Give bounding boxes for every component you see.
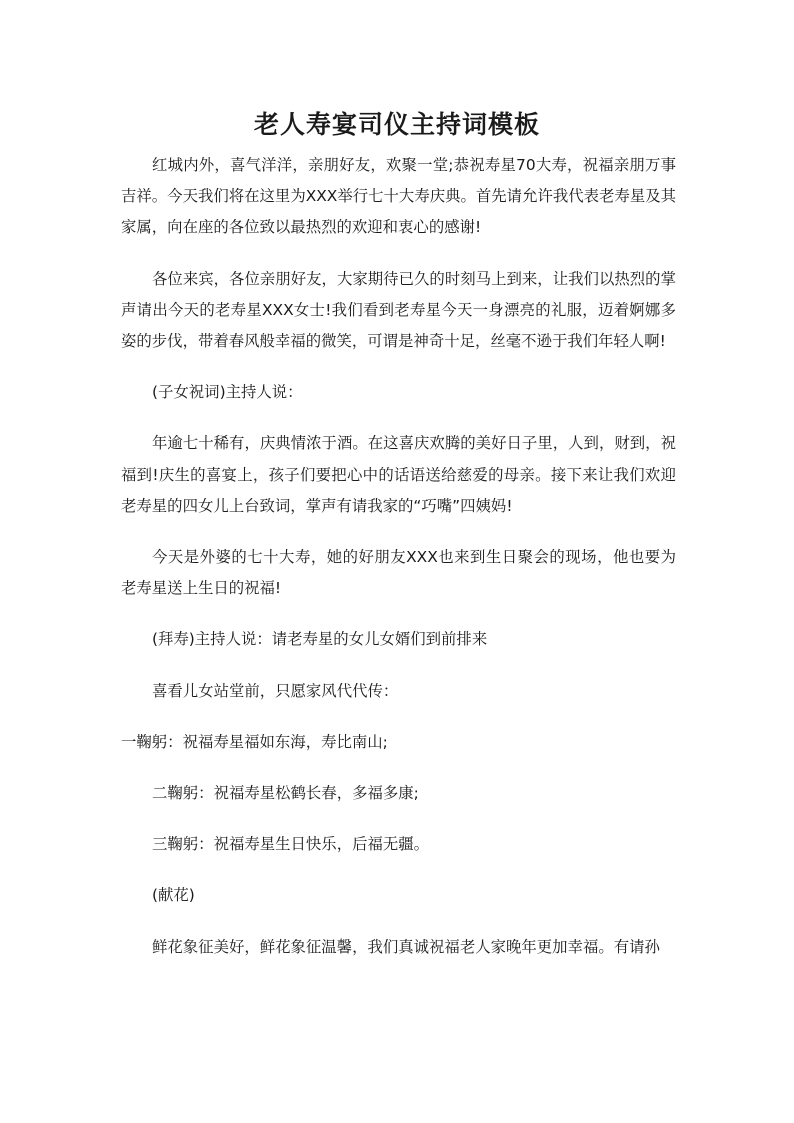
paragraph-opening: 红城内外，喜气洋洋，亲朋好友，欢聚一堂;恭祝寿星70大寿，祝福亲朋万事吉祥。今天我们将在这里为XXX举行七十大寿庆典。首先请允许我代表老寿星及其家属，向在座的各位致以最热烈的欢迎和衷心的感谢!	[121, 156, 676, 237]
paragraph-children-blessing: 年逾七十稀有，庆典情浓于酒。在这喜庆欢腾的美好日子里，人到，财到，祝福到!庆生的喜宴上，孩子们要把心中的话语送给慈爱的母亲。接下来让我们欢迎老寿星的四女儿上台致词，掌声有请我家的“巧嘴”四姨妈!	[121, 434, 676, 515]
paragraph-children-blessing-heading: (子女祝词)主持人说：	[152, 383, 303, 402]
document-body	[121, 150, 676, 983]
paragraph-flowers: 鲜花象征美好，鲜花象征温馨，我们真诚祝福老人家晚年更加幸福。有请孙	[152, 937, 660, 956]
paragraph-third-bow: 三鞠躬：祝福寿星生日快乐，后福无疆。	[152, 835, 430, 854]
paragraph-bow-heading: (拜寿)主持人说：请老寿星的女儿女婿们到前排来	[152, 630, 488, 649]
document-title: 老人寿宴司仪主持词模板	[253, 110, 540, 139]
paragraph-welcome: 各位来宾，各位亲朋好友，大家期待已久的时刻马上到来，让我们以热烈的掌声请出今天的老寿星XXX女士!我们看到老寿星今天一身漂亮的礼服，迈着婀娜多姿的步伐，带着春风般幸福的微笑，可谓是神奇十足，丝毫不逊于我们年轻人啊!	[121, 269, 676, 351]
paragraph-first-bow: 一鞠躬：祝福寿星福如东海，寿比南山;	[121, 732, 388, 751]
paragraph-flowers-heading: (献花)	[152, 886, 195, 905]
paragraph-second-bow: 二鞠躬：祝福寿星松鹤长春，多福多康;	[152, 784, 419, 803]
paragraph-bow-intro: 喜看儿女站堂前，只愿家风代代传：	[152, 681, 399, 700]
paragraph-friend-blessing: 今天是外婆的七十大寿，她的好朋友XXX也来到生日聚会的现场，他也要为老寿星送上生日的祝福!	[121, 548, 676, 598]
